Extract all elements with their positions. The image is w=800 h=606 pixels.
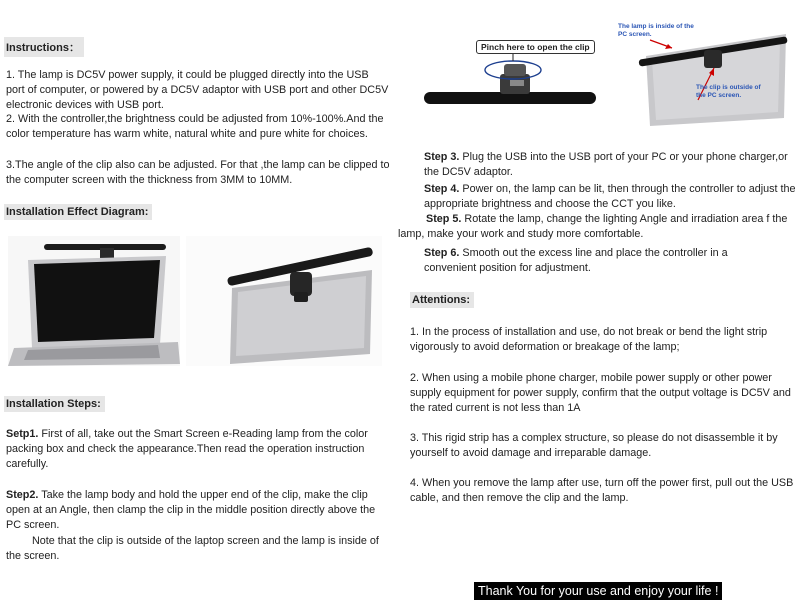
- attentions-heading: Attentions:: [410, 292, 474, 308]
- step-2-text: Take the lamp body and hold the upper end of the clip, make the clip open at an Angle, then clamp the clip in the middle position directly above the PC screen.: [6, 489, 376, 531]
- step-2: [6, 488, 390, 533]
- instructions-heading: Instructions：: [4, 37, 84, 57]
- step-2-note: Note that the clip is outside of the laptop screen and the lamp is inside of the screen.: [6, 535, 379, 562]
- step-6: [424, 246, 772, 276]
- step-5: [398, 212, 790, 242]
- inside-callout: The lamp is inside of the PC screen.: [618, 23, 694, 38]
- outside-callout: The clip is outside of the PC screen.: [696, 84, 761, 99]
- laptop-back-photo: [186, 236, 382, 366]
- pinch-callout: Pinch here to open the clip: [476, 40, 595, 54]
- instruction-1: 1. The lamp is DC5V power supply, it could be plugged directly into the USB port of computer, or powered by a DC5V adaptor with USB port and other DC5V electronic devices with USB port.: [6, 69, 389, 111]
- step-3: [424, 150, 794, 180]
- step-2-label: Step2.: [6, 489, 39, 501]
- attention-4: 4. When you remove the lamp after use, turn off the power first, pull out the USB cable, and then remove the clip and the lamp.: [410, 477, 794, 504]
- clip-diagram: [416, 22, 602, 124]
- thank-you-banner: Thank You for your use and enjoy your life !: [474, 582, 722, 600]
- step-3-label: Step 3.: [424, 151, 460, 163]
- attention-1: 1. In the process of installation and use, do not break or bend the light strip vigorously to avoid deformation or breakage of the lamp;: [410, 326, 768, 353]
- attention-3: 3. This rigid strip has a complex structure, so please do not disassemble it by yourself to avoid damage and irreparable damage.: [410, 432, 778, 459]
- step-5-label: Step 5.: [426, 213, 462, 225]
- step-6-text: Smooth out the excess line and place the controller in a convenient position for adjustment.: [424, 247, 728, 274]
- effect-diagram-heading: Installation Effect Diagram:: [4, 204, 152, 220]
- step-4: [424, 182, 798, 212]
- step-1: [6, 427, 390, 472]
- instruction-3: 3.The angle of the clip also can be adjusted. For that ,the lamp can be clipped to the computer screen with the thickness from 3MM to 10MM.: [6, 159, 390, 186]
- step-4-text: Power on, the lamp can be lit, then through the controller to adjust the appropriate brightness and choose the CCT you like.: [424, 183, 796, 210]
- step-1-label: Setp1.: [6, 428, 39, 440]
- step-3-text: Plug the USB into the USB port of your PC or your phone charger,or the DC5V adaptor.: [424, 151, 788, 178]
- step-1-text: First of all, take out the Smart Screen e-Reading lamp from the color packing box and check the appearance.Then read the operation instruction carefully.: [6, 428, 368, 470]
- step-6-label: Step 6.: [424, 247, 460, 259]
- step-5-text: Rotate the lamp, change the lighting Angle and irradiation area f the lamp, make your work and study more comfortable.: [398, 213, 788, 240]
- attention-2: 2. When using a mobile phone charger, mobile power supply or other power supply equipment for power supply, confirm that the output voltage is DC5V and the rated current is not less than 1A: [410, 372, 791, 414]
- laptop-front-photo: [8, 236, 180, 366]
- step-4-label: Step 4.: [424, 183, 460, 195]
- instruction-2: 2. With the controller,the brightness could be adjusted from 10%-100%.And the color temperature has warm white, natural white and pure white for choices.: [6, 113, 384, 140]
- installation-steps-heading: Installation Steps:: [4, 396, 105, 412]
